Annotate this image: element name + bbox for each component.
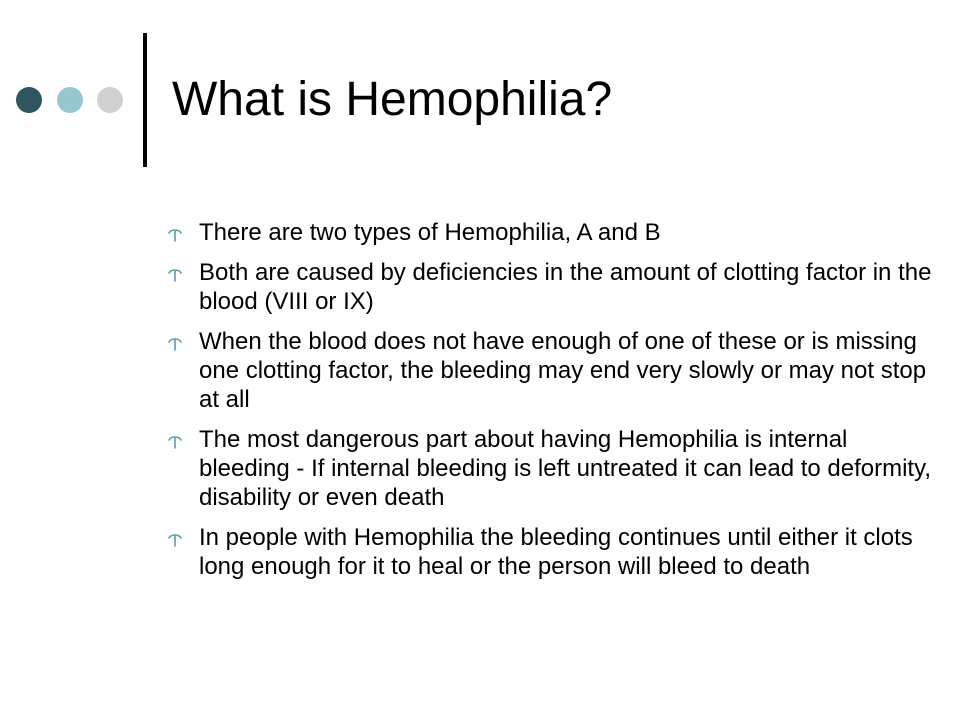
hook-bullet-icon bbox=[167, 228, 185, 244]
bullet-item bbox=[165, 327, 955, 414]
hook-bullet-icon bbox=[167, 337, 185, 353]
bullet-item bbox=[165, 425, 955, 512]
bullet-item bbox=[165, 523, 955, 581]
bullet-item bbox=[165, 258, 955, 316]
hook-bullet-icon bbox=[167, 268, 185, 284]
hook-bullet-icon bbox=[167, 533, 185, 549]
decorative-dot-teal bbox=[57, 87, 83, 113]
bullet-list bbox=[165, 218, 955, 592]
slide-title: What is Hemophilia? bbox=[172, 73, 613, 126]
decorative-dot-dark bbox=[16, 87, 42, 113]
hook-bullet-icon bbox=[167, 435, 185, 451]
decorative-dot-gray bbox=[97, 87, 123, 113]
bullet-text: Both are caused by deficiencies in the amount of clotting factor in the blood (VIII or IX) bbox=[199, 259, 932, 315]
bullet-text: In people with Hemophilia the bleeding continues until either it clots long enough for it to heal or the person will bleed to death bbox=[199, 524, 913, 580]
bullet-text: When the blood does not have enough of one of these or is missing one clotting factor, the bleeding may end very slowly or may not stop at all bbox=[199, 328, 927, 413]
bullet-text: The most dangerous part about having Hemophilia is internal bleeding - If internal bleeding is left untreated it can lead to deformity, disability or even death bbox=[199, 426, 931, 511]
title-divider bbox=[143, 33, 147, 167]
bullet-item bbox=[165, 218, 955, 247]
bullet-text: There are two types of Hemophilia, A and B bbox=[199, 219, 661, 246]
